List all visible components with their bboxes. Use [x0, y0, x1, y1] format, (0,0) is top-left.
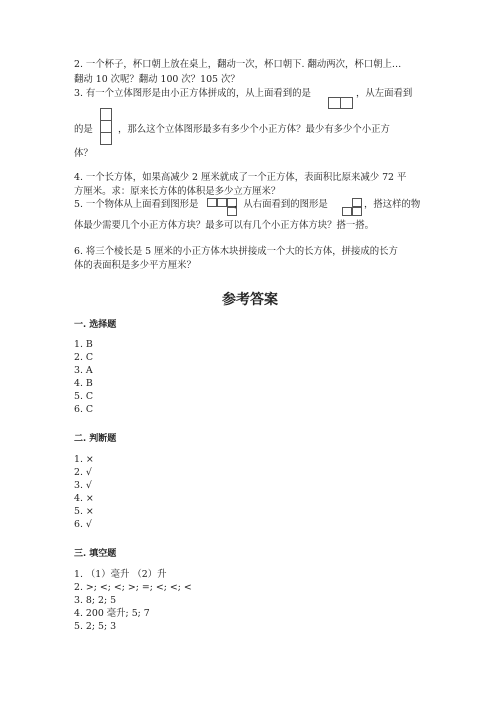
question-6-line-2: 体的表面积是多少平方厘米？	[74, 260, 196, 271]
answer-item: 3. √	[74, 480, 92, 491]
right-view-figure	[342, 198, 362, 216]
answer-item: 1. （1）毫升 （2）升	[74, 569, 167, 580]
question-3-line-1b: ，从左面看到	[356, 88, 413, 99]
figure-cell	[342, 207, 352, 216]
answer-item: 2. √	[74, 467, 92, 478]
answer-item: 5. 2; 5; 3	[74, 621, 117, 632]
section-heading-fill: 三. 填空题	[74, 549, 117, 559]
answer-item: 1. ×	[74, 454, 94, 465]
answer-item: 3. 8; 2; 5	[74, 595, 117, 606]
figure-cell	[207, 198, 217, 207]
left-view-figure	[100, 108, 111, 144]
answer-item: 6. √	[74, 519, 92, 530]
question-5-line-1a: 5. 一个物体从上面看到图形是	[74, 199, 199, 210]
answer-item: 2. C	[74, 352, 94, 363]
question-3-line-3: 体？	[74, 148, 93, 159]
answer-item: 4. ×	[74, 493, 94, 504]
section-heading-judge: 二. 判断题	[74, 434, 117, 444]
figure-cell-empty	[207, 207, 217, 216]
question-4-line-2: 方厘米。求：原来长方体的体积是多少立方厘米？	[74, 186, 281, 197]
figure-cell-empty	[342, 198, 352, 207]
question-5-line-1c: ，搭这样的物	[364, 199, 421, 210]
figure-cell	[352, 207, 362, 216]
question-6-line-1: 6. 将三个棱长是 5 厘米的小正方体木块拼接成一个大的长方体，拼接成的长方	[74, 246, 398, 257]
answer-item: 2. >; <; <; >; =; <; <; <	[74, 582, 192, 593]
answer-item: 5. ×	[74, 506, 94, 517]
question-4-line-1: 4. 一个长方体，如果高减少 2 厘米就成了一个正方体，表面积比原来减少 72 平	[74, 172, 407, 183]
answer-item: 1. B	[74, 339, 93, 350]
figure-cell	[340, 97, 353, 109]
question-3-line-2b: ，那么这个立体图形最多有多少个小正方体？最少有多少个小正方	[118, 124, 390, 135]
answer-item: 4. 200 毫升; 5; 7	[74, 608, 150, 619]
question-2-line-2: 翻动 10 次呢？翻动 100 次？105 次？	[74, 74, 240, 85]
answer-item: 6. C	[74, 404, 94, 415]
section-heading-choice: 一. 选择题	[74, 320, 117, 330]
question-5-line-1b: ，从右面看到的图形是	[234, 199, 328, 210]
question-2-line-1: 2. 一个杯子，杯口朝上放在桌上，翻动一次，杯口朝下. 翻动两次，杯口朝上…	[74, 59, 402, 70]
answer-item: 5. C	[74, 391, 94, 402]
answer-item: 4. B	[74, 378, 93, 389]
answer-item: 3. A	[74, 365, 93, 376]
question-3-line-1a: 3. 有一个立体图形是由小正方体拼成的，从上面看到的是	[74, 88, 311, 99]
top-view-figure	[328, 97, 352, 108]
figure-cell	[217, 198, 227, 207]
figure-cell	[100, 132, 112, 145]
figure-cell-empty	[217, 207, 227, 216]
question-3-line-2a: 的是	[74, 124, 93, 135]
answers-title: 参考答案	[222, 292, 278, 308]
question-5-line-2: 体最少需要几个小正方体方块？最多可以有几个小正方体方块？搭一搭。	[74, 220, 375, 231]
front-top-view-figure	[207, 198, 237, 216]
figure-cell	[352, 198, 362, 207]
